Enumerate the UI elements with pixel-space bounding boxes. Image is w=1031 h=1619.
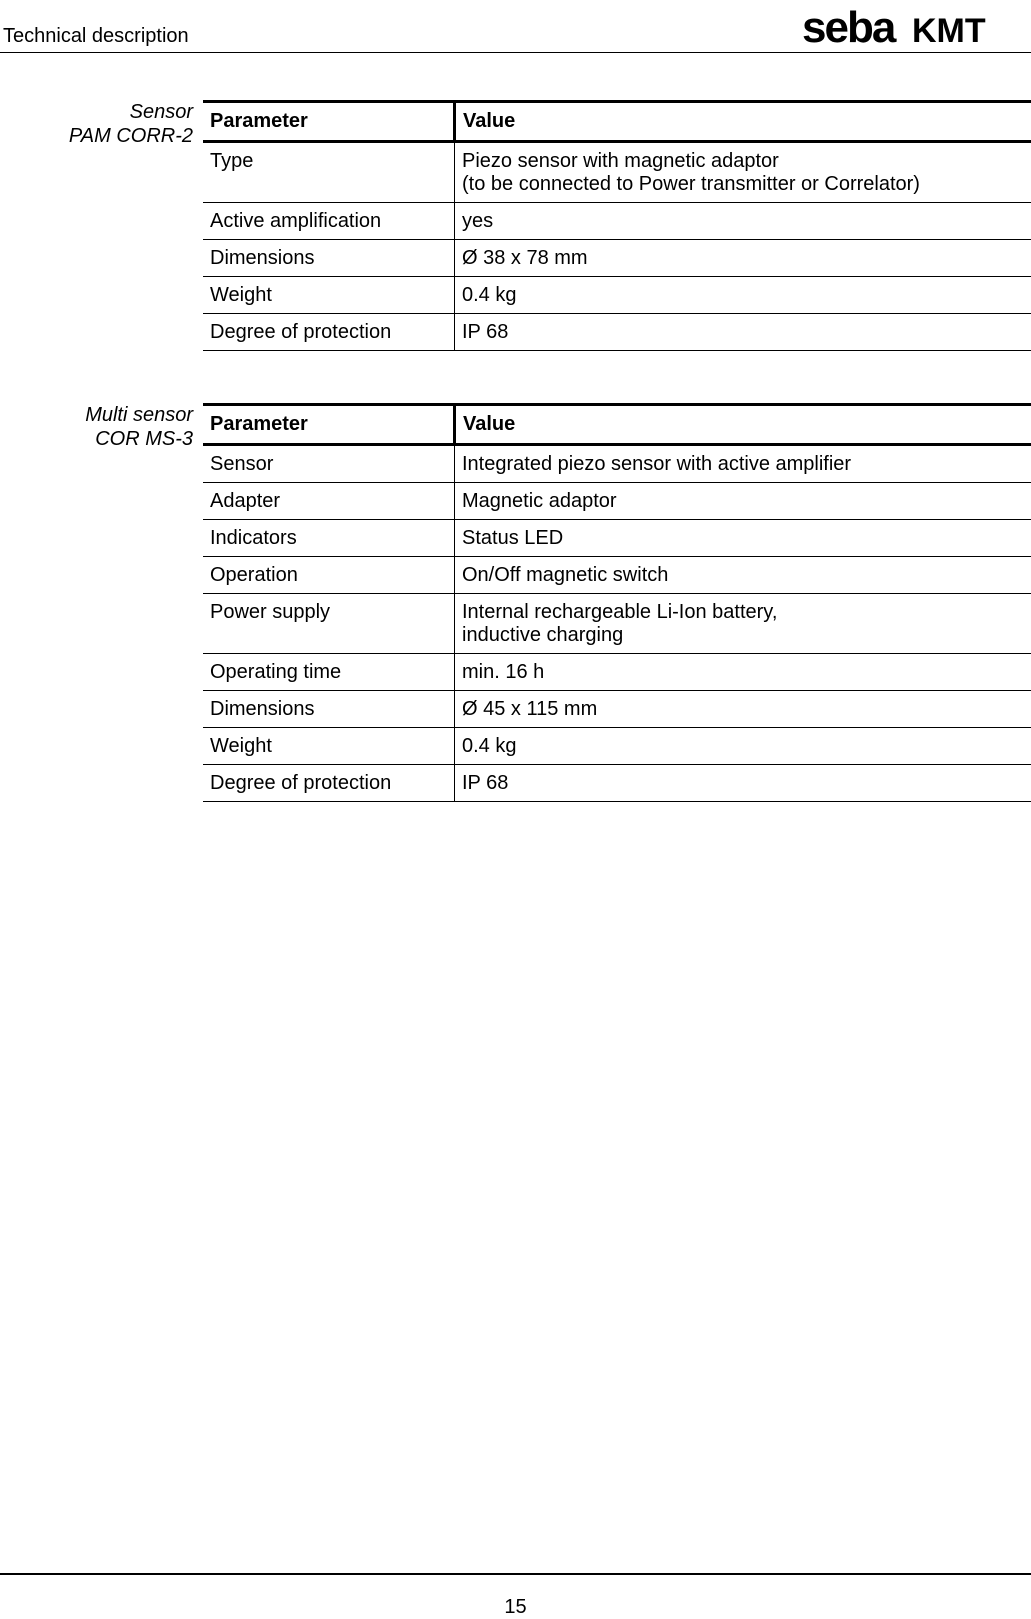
header-title: Technical description [3,25,189,47]
sebakmt-logo [802,8,1022,50]
table-row [203,142,1031,203]
table-row [203,445,1031,483]
value-cell: Integrated piezo sensor with active amplifier [455,445,1031,483]
table-row [203,277,1031,314]
value-cell: 0.4 kg [455,728,1031,765]
value-cell: yes [455,203,1031,240]
param-cell: Active amplification [203,203,455,240]
header-rule [0,52,1031,53]
value-cell: 0.4 kg [455,277,1031,314]
value-cell: Ø 38 x 78 mm [455,240,1031,277]
value-cell: Ø 45 x 115 mm [455,691,1031,728]
table-row [203,520,1031,557]
value-cell: IP 68 [455,314,1031,351]
param-cell: Weight [203,728,455,765]
param-cell: Adapter [203,483,455,520]
param-cell: Weight [203,277,455,314]
param-cell: Degree of protection [203,765,455,802]
footer-rule [0,1573,1031,1575]
value-cell: IP 68 [455,765,1031,802]
value-cell [455,142,1031,203]
table-row [203,483,1031,520]
param-cell: Type [203,142,455,203]
column-header-value: Value [455,405,1031,445]
section-2-label-line-2: COR MS-3 [95,428,193,450]
section-1-label-line-2: PAM CORR-2 [68,125,193,147]
value-cell: Magnetic adaptor [455,483,1031,520]
svg-text:KMT: KMT [912,12,986,50]
param-cell: Indicators [203,520,455,557]
section-2-label-line-1: Multi sensor [85,404,193,426]
cor-ms-3-spec-table [203,403,1031,802]
param-cell: Degree of protection [203,314,455,351]
value-line: Internal rechargeable Li-Ion battery, [462,601,778,623]
column-header-parameter: Parameter [203,102,455,142]
pam-corr-2-spec-table [203,100,1031,351]
value-line: Piezo sensor with magnetic adaptor [462,150,779,172]
section-1-label [69,100,193,148]
param-cell: Dimensions [203,691,455,728]
value-cell: On/Off magnetic switch [455,557,1031,594]
value-cell: Status LED [455,520,1031,557]
param-cell: Sensor [203,445,455,483]
table-row [203,691,1031,728]
param-cell: Power supply [203,594,455,654]
table-row [203,240,1031,277]
table-row [203,203,1031,240]
table-header-row [203,405,1031,445]
value-cell: min. 16 h [455,654,1031,691]
param-cell: Operating time [203,654,455,691]
param-cell: Operation [203,557,455,594]
column-header-value: Value [455,102,1031,142]
table-row [203,557,1031,594]
svg-text:seba: seba [802,8,895,50]
table-row [203,728,1031,765]
param-cell: Dimensions [203,240,455,277]
section-2-label [85,403,193,451]
table-row [203,314,1031,351]
page-number: 15 [504,1596,527,1618]
value-line: (to be connected to Power transmitter or Correlator) [462,173,920,195]
value-cell [455,594,1031,654]
table-row [203,765,1031,802]
table-row [203,654,1031,691]
table-row [203,594,1031,654]
table-header-row [203,102,1031,142]
section-1-label-line-1: Sensor [129,101,193,123]
column-header-parameter: Parameter [203,405,455,445]
value-line: inductive charging [462,624,624,646]
